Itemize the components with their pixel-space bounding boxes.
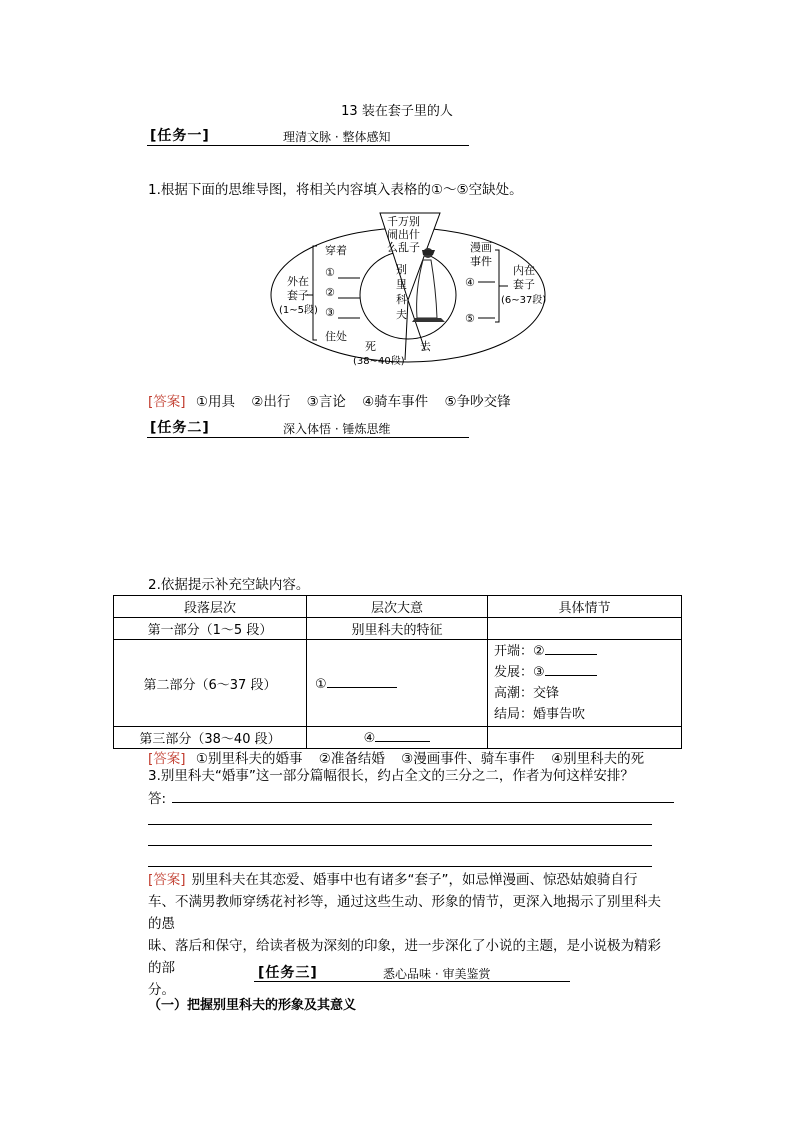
task1-subtitle: 理清文脉 · 整体感知: [283, 130, 391, 144]
answer-2-item: ①别里科夫的婚事: [195, 751, 303, 767]
answer-1-item: ③言论: [306, 394, 346, 410]
mm-top-2: 闹出什: [387, 228, 420, 241]
answer-1-label: [答案]: [148, 394, 186, 410]
table-header: 具体情节: [488, 596, 682, 618]
mm-left-outer-2: 套子: [287, 289, 309, 302]
answer-1-item: ①用具: [195, 394, 235, 410]
task3-underline: [254, 981, 570, 982]
mm-center-4: 夫: [396, 308, 407, 321]
answer-1-item: ②出行: [251, 394, 291, 410]
table-cell-details: [488, 727, 682, 749]
table-cell-part: 第二部分（6～37 段）: [114, 640, 307, 727]
question-3: 3.别里科夫“婚事”这一部分篇幅很长，约占全文的三分之二，作者为何这样安排？: [148, 768, 634, 784]
answer-1: [148, 390, 523, 410]
table-cell-meaning: [307, 727, 488, 749]
mm-right-outer-2: 套子: [513, 278, 535, 291]
section-heading: （一）把握别里科夫的形象及其意义: [148, 998, 357, 1013]
mm-right-item-3: ④: [465, 276, 475, 289]
mm-center-1: 别: [396, 263, 407, 276]
table-header: 段落层次: [114, 596, 307, 618]
mm-top-1: 千万别: [387, 215, 420, 228]
answer-2-item: ④别里科夫的死: [551, 751, 645, 767]
task1-underline: [147, 145, 469, 146]
task2-header: [150, 417, 470, 439]
answer-line: [172, 802, 674, 803]
blank-line: [545, 663, 597, 676]
task2-subtitle: 深入体悟 · 锤炼思维: [283, 422, 391, 436]
mind-map-diagram: [265, 210, 555, 370]
task1-tag: [任务一]: [150, 128, 210, 144]
answer-3-line: 昧、落后和保守，给读者极为深刻的印象，进一步深化了小说的主题，是小说极为精彩的部: [148, 938, 661, 976]
mm-left-item-2: ①: [325, 266, 335, 279]
answer-line: [148, 866, 652, 867]
table-cell-details: [488, 618, 682, 640]
mm-bottom-2: (38~40段): [353, 356, 405, 367]
table-cell-meaning: 别里科夫的特征: [307, 618, 488, 640]
mm-right-outer-1: 内在: [513, 264, 535, 277]
page-title: 13 装在套子里的人: [341, 104, 453, 119]
answer-prefix: 答:: [148, 791, 167, 807]
detail-climax: 高潮：交锋: [494, 686, 560, 701]
detail-ending: 结局：婚事告吹: [494, 707, 586, 722]
mm-left-item-4: ③: [325, 306, 335, 319]
mm-right-item-4: ⑤: [465, 312, 475, 325]
answer-2: [148, 747, 656, 767]
answer-2-item: ③漫画事件、骑车事件: [401, 751, 535, 767]
mm-bottom-1: 死: [365, 340, 376, 353]
task2-underline: [147, 437, 469, 438]
answer-1-item: ⑤争吵交锋: [444, 394, 511, 410]
table-cell-part: 第三部分（38～40 段）: [114, 727, 307, 749]
answer-3-label: [答案]: [148, 872, 186, 888]
answer-line: [148, 824, 652, 825]
blank-line: [545, 642, 597, 655]
table-cell-part: 第一部分（1～5 段）: [114, 618, 307, 640]
detail-develop: 发展：③: [494, 665, 545, 680]
blank-line: [327, 675, 397, 688]
question-1: 1.根据下面的思维导图，将相关内容填入表格的①～⑤空缺处。: [148, 182, 523, 198]
answer-3-line: 分。: [148, 982, 175, 998]
mm-left-outer-3: (1~5段): [279, 305, 318, 316]
mm-left-outer-1: 外在: [287, 275, 309, 288]
mm-right-item-2: 事件: [470, 255, 492, 268]
task2-tag: [任务二]: [150, 420, 210, 436]
task1-header: [150, 125, 470, 147]
answer-2-label: [答案]: [148, 751, 186, 767]
mm-left-item-1: 穿着: [325, 244, 347, 257]
mm-right-outer-3: (6~37段): [501, 295, 547, 306]
blank-line: [375, 729, 430, 742]
mm-left-item-3: ②: [325, 286, 335, 299]
task3-subtitle: 悉心品味 · 审美鉴赏: [383, 967, 491, 981]
mm-left-item-5: 住处: [325, 330, 347, 343]
structure-table: [113, 595, 682, 749]
task3-tag: [任务三]: [258, 965, 318, 981]
mm-center-3: 科: [396, 293, 407, 306]
mm-bottom-3: 去: [420, 340, 431, 353]
answer-line: [148, 845, 652, 846]
mm-center-2: 里: [396, 278, 407, 291]
meaning-blank-label: ④: [363, 731, 376, 746]
meaning-blank-label: ①: [315, 676, 327, 692]
table-cell-meaning: [307, 640, 488, 727]
answer-3-line: 别里科夫在其恋爱、婚事中也有诸多“套子”，如忌惮漫画、惊恐姑娘骑自行: [191, 872, 638, 888]
table-header: 层次大意: [307, 596, 488, 618]
detail-start: 开端：②: [494, 644, 545, 659]
answer-3-line: 车、不满男教师穿绣花衬衫等，通过这些生动、形象的情节，更深入地揭示了别里科夫的愚: [148, 894, 661, 932]
mm-top-3: 么乱子: [387, 241, 420, 254]
mm-right-item-1: 漫画: [470, 241, 492, 254]
answer-1-item: ④骑车事件: [362, 394, 429, 410]
question-2: 2.依据提示补充空缺内容。: [148, 577, 310, 593]
answer-2-item: ②准备结婚: [318, 751, 385, 767]
table-cell-details: [488, 640, 682, 727]
